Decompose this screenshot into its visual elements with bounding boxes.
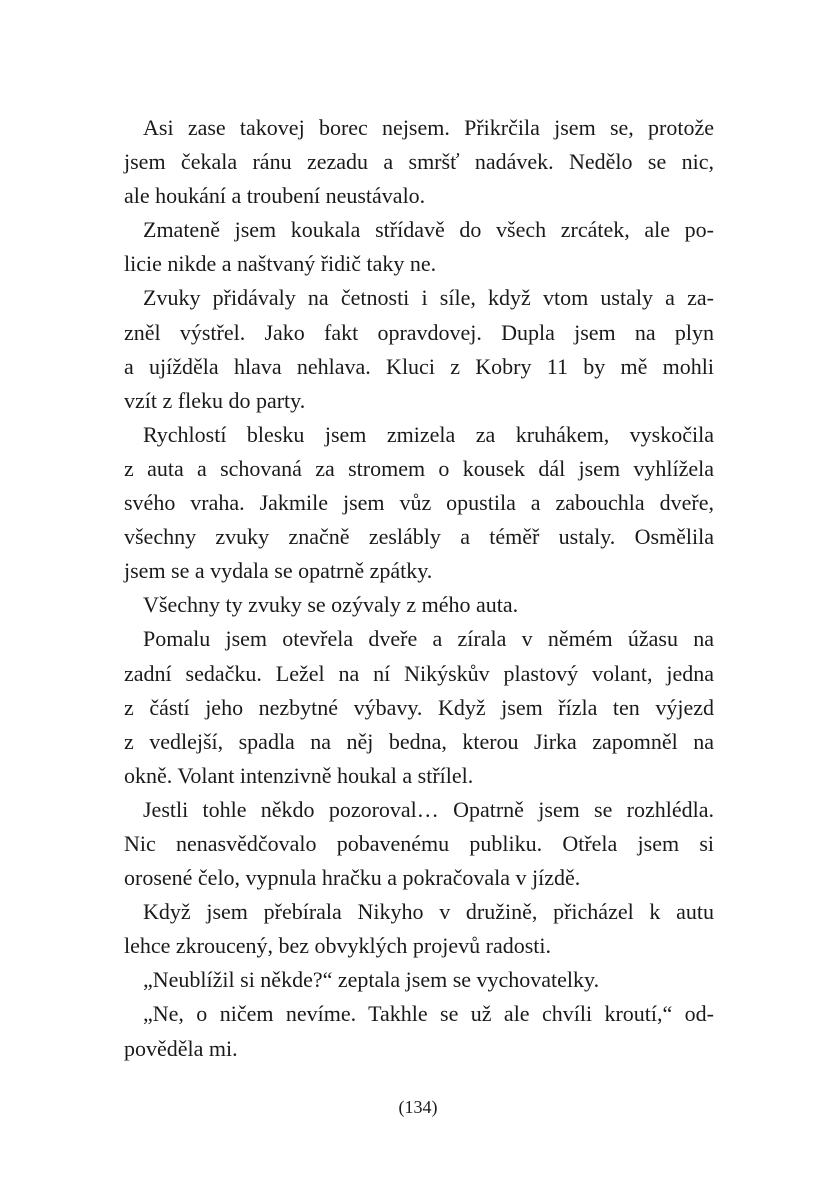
paragraph: [124, 895, 714, 963]
text-line: vzít z fleku do party.: [124, 387, 306, 413]
text-line: Všechny ty zvuky se ozývaly z mého auta.: [143, 592, 519, 618]
paragraph: [124, 963, 714, 997]
text-line: svého vraha. Jakmile jsem vůz opustila a zabouchla dveře,: [124, 490, 714, 516]
page-number: (134): [398, 1097, 438, 1117]
text-line: z vedlejší, spadla na něj bedna, kterou Jirka zapomněl na: [124, 728, 714, 754]
paragraph: [124, 213, 714, 281]
text-line: okně. Volant intenzivně houkal a střílel.: [124, 762, 474, 788]
paragraph: [124, 622, 714, 792]
text-line: jsem se a vydala se opatrně zpátky.: [124, 558, 433, 584]
text-line: Pomalu jsem otevřela dveře a zírala v němém úžasu na: [143, 626, 714, 652]
text-line: Zmateně jsem koukala střídavě do všech zrcátek, ale po-: [143, 217, 714, 243]
paragraph: [124, 588, 714, 622]
paragraph: [124, 418, 714, 588]
text-line: z auta a schovaná za stromem o kousek dál jsem vyhlížela: [124, 455, 714, 481]
text-line: licie nikde a naštvaný řidič taky ne.: [124, 251, 437, 277]
paragraph: [124, 793, 714, 895]
text-line: zněl výstřel. Jako fakt opravdovej. Dupla jsem na plyn: [124, 319, 714, 345]
text-line: Asi zase takovej borec nejsem. Přikrčila jsem se, protože: [143, 115, 714, 140]
text-line: a ujížděla hlava nehlava. Kluci z Kobry 11 by mě mohli: [124, 353, 714, 379]
text-line: z částí jeho nezbytné výbavy. Když jsem řízla ten výjezd: [124, 694, 714, 720]
text-line: jsem čekala ránu zezadu a smršť nadávek. Nedělo se nic,: [124, 149, 714, 175]
text-line: ale houkání a troubení neustávalo.: [124, 183, 426, 209]
text-line: orosené čelo, vypnula hračku a pokračovala v jízdě.: [124, 865, 581, 891]
text-line: „Ne, o ničem nevíme. Takhle se už ale chvíli kroutí,“ od-: [143, 1001, 714, 1027]
text-line: zadní sedačku. Ležel na ní Nikýskův plastový volant, jedna: [124, 660, 714, 686]
text-line: Jestli tohle někdo pozoroval… Opatrně jsem se rozhlédla.: [143, 796, 714, 822]
text-line: Rychlostí blesku jsem zmizela za kruhákem, vyskočila: [143, 421, 714, 447]
text-line: pověděla mi.: [124, 1035, 238, 1061]
text-line: Když jsem přebírala Nikyho v družině, přicházel k autu: [143, 899, 714, 925]
paragraph: [124, 281, 714, 417]
text-line: Nic nenasvědčovalo pobavenému publiku. Otřela jsem si: [124, 830, 714, 856]
text-line: „Neublížil si někde?“ zeptala jsem se vychovatelky.: [143, 967, 600, 993]
paragraph: [124, 997, 714, 1065]
text-line: lehce zkroucený, bez obvyklých projevů radosti.: [124, 933, 552, 959]
text-line: Zvuky přidávaly na četnosti i síle, když vtom ustaly a za-: [143, 285, 714, 311]
text-line: všechny zvuky značně zeslábly a téměř ustaly. Osmělila: [124, 524, 714, 550]
body-text: [124, 111, 714, 1066]
paragraph: [124, 111, 714, 213]
